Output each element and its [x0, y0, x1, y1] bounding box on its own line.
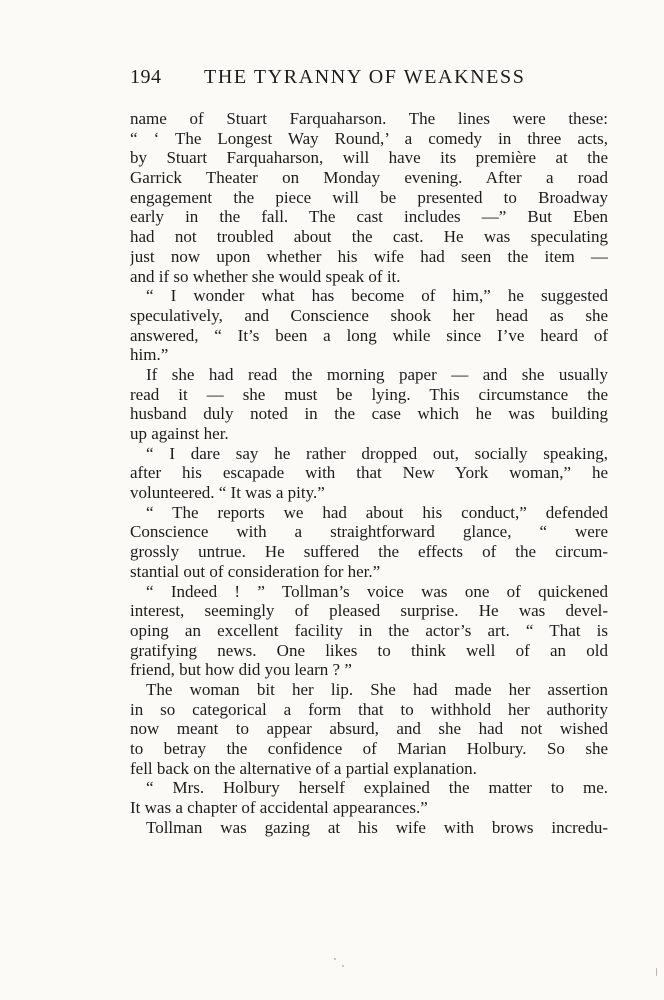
text-line: name of Stuart Farquaharson. The lines were these:	[130, 109, 608, 128]
body-text	[130, 109, 608, 837]
text-line: fell back on the alternative of a partial explanation.	[130, 758, 477, 778]
text-line: It was a chapter of accidental appearances.”	[130, 798, 428, 818]
text-line: interest, seemingly of pleased surprise. He was devel-	[130, 601, 608, 621]
text-line: Garrick Theater on Monday evening. After a road	[130, 168, 608, 188]
text-line: speculatively, and Conscience shook her head as she	[130, 305, 608, 325]
paper-speck	[342, 965, 344, 967]
text-line: “ Indeed ! ” Tollman’s voice was one of quickened	[146, 581, 608, 601]
text-line: to betray the confidence of Marian Holbury. So she	[130, 739, 608, 758]
text-line: answered, “ It’s been a long while since I’ve heard of	[130, 325, 608, 345]
text-line: “ The reports we had about his conduct,” defended	[146, 502, 608, 522]
text-line: after his escapade with that New York woman,” he	[130, 463, 608, 483]
text-line: If she had read the morning paper — and she usually	[146, 364, 608, 384]
text-line: friend, but how did you learn ? ”	[130, 660, 352, 680]
running-title: THE TYRANNY OF WEAKNESS	[204, 66, 526, 88]
text-line: Tollman was gazing at his wife with brows incredu-	[146, 817, 608, 837]
text-line: The woman bit her lip. She had made her assertion	[146, 679, 608, 699]
text-line: and if so whether she would speak of it.	[130, 266, 401, 286]
text-line: “ ‘ The Longest Way Round,’ a comedy in three acts,	[130, 128, 608, 148]
text-line: had not troubled about the cast. He was speculating	[130, 227, 608, 247]
text-line: up against her.	[130, 424, 229, 443]
text-line: read it — she must be lying. This circumstance the	[130, 384, 608, 404]
text-line: engagement the piece will be presented to Broadway	[130, 187, 608, 207]
text-line: gratifying news. One likes to think well of an old	[130, 640, 608, 660]
text-line: oping an excellent facility in the actor’s art. “ That is	[130, 620, 608, 640]
running-head	[130, 66, 610, 94]
text-line: grossly untrue. He suffered the effects of the circum-	[130, 542, 608, 562]
text-line: “ I dare say he rather dropped out, socially speaking,	[146, 443, 608, 463]
text-line: Conscience with a straightforward glance, “ were	[130, 522, 608, 542]
text-line: by Stuart Farquaharson, will have its première at the	[130, 148, 608, 168]
page-number: 194	[130, 66, 162, 88]
text-line: volunteered. “ It was a pity.”	[130, 483, 325, 503]
text-line: him.”	[130, 345, 169, 365]
text-line: stantial out of consideration for her.”	[130, 561, 381, 581]
text-line: “ I wonder what has become of him,” he suggested	[146, 286, 608, 306]
text-line: early in the fall. The cast includes —” But Eben	[130, 207, 608, 227]
text-line: husband duly noted in the case which he was building	[130, 404, 608, 424]
text-line: in so categorical a form that to withhold her authority	[130, 699, 608, 719]
text-line: just now upon whether his wife had seen the item —	[130, 246, 608, 266]
text-line: now meant to appear absurd, and she had not wished	[130, 719, 608, 739]
text-line: “ Mrs. Holbury herself explained the matter to me.	[146, 778, 608, 798]
paper-speck	[334, 958, 336, 960]
paper-speck	[656, 968, 657, 976]
